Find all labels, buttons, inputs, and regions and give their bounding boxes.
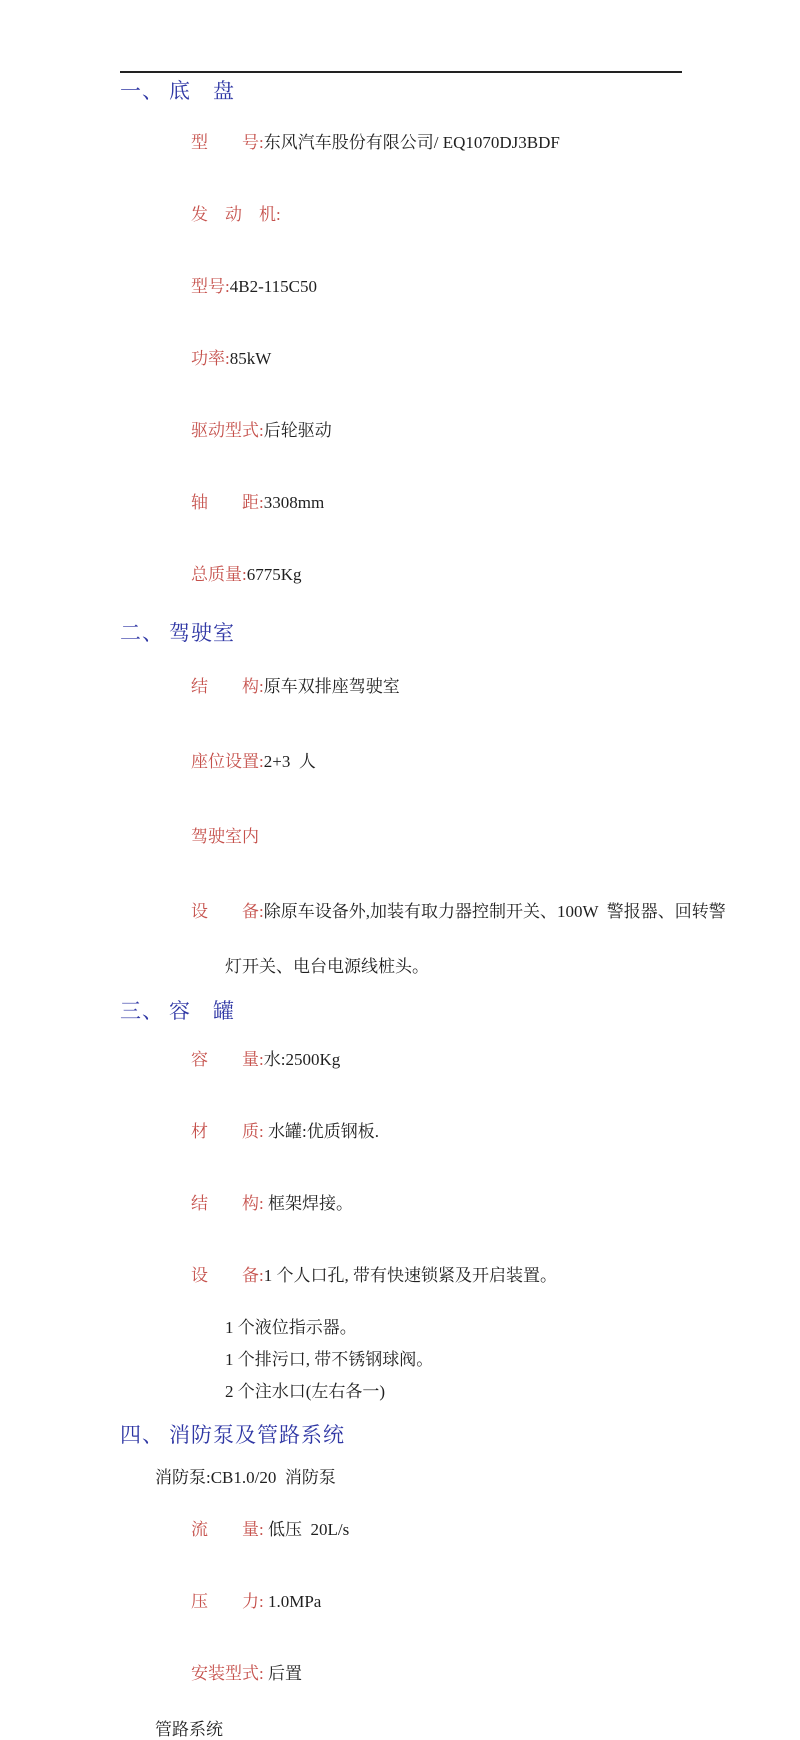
document-content <box>0 76 800 1740</box>
spec-row <box>157 1572 800 1632</box>
spec-row-sub-item: 2 个注水口(左右各一) <box>225 1382 386 1401</box>
spec-row <box>157 473 800 533</box>
spec-row <box>157 329 800 389</box>
spec-label: 型 号: <box>191 133 264 152</box>
spec-label: 轴 距: <box>191 493 264 512</box>
spec-row <box>157 1500 800 1560</box>
section-chassis <box>0 78 800 605</box>
spec-value: 4B2-115C50 <box>229 277 317 296</box>
spec-row-continuation: 灯开关、电台电源线桩头。 <box>225 957 429 976</box>
section-cab <box>0 620 800 977</box>
section-heading <box>120 78 800 104</box>
section-heading <box>120 1422 800 1448</box>
spec-row <box>157 657 800 717</box>
spec-row <box>157 113 800 173</box>
spec-value: 后轮驱动 <box>263 421 332 440</box>
spec-value: 除原车设备外,加装有取力器控制开关、100W 警报器、回转警 <box>263 902 726 921</box>
section-title: 底 盘 <box>169 79 235 103</box>
section-title: 消防泵及管路系统 <box>169 1423 345 1447</box>
spec-row <box>157 185 800 245</box>
spec-value: 85kW <box>229 349 272 368</box>
section-pump-and-piping <box>0 1422 800 1740</box>
spec-label: 压 力: <box>191 1592 264 1611</box>
section-heading <box>120 620 800 646</box>
section-number: 四、 <box>120 1423 164 1447</box>
spec-row <box>157 1644 800 1704</box>
spec-value: 水罐:优质钢板. <box>263 1122 379 1141</box>
section-number: 三、 <box>120 999 164 1023</box>
spec-label: 设 备: <box>191 1266 264 1285</box>
spec-row <box>157 1174 800 1234</box>
spec-row <box>157 807 800 867</box>
spec-label: 总质量: <box>191 565 247 584</box>
section-title: 容 罐 <box>169 999 235 1023</box>
spec-row-sub-item: 1 个液位指示器。 <box>225 1318 357 1337</box>
spec-value: 1 个人口孔, 带有快速锁紧及开启装置。 <box>263 1266 557 1285</box>
spec-label: 安装型式: <box>191 1664 264 1683</box>
spec-label: 驱动型式: <box>191 421 264 440</box>
spec-row <box>157 1246 800 1306</box>
section-title: 驾驶室 <box>169 621 235 645</box>
spec-row <box>157 545 800 605</box>
spec-label: 容 量: <box>191 1050 264 1069</box>
spec-row <box>157 401 800 461</box>
spec-value: 6775Kg <box>246 565 302 584</box>
spec-label: 发 动 机: <box>191 205 281 224</box>
spec-label: 流 量: <box>191 1520 264 1539</box>
spec-value: 1.0MPa <box>263 1592 322 1611</box>
section-number: 一、 <box>120 79 164 103</box>
spec-row-plain: 消防泵:CB1.0/20 消防泵 <box>155 1468 336 1487</box>
spec-row <box>157 732 800 792</box>
spec-value: 水:2500Kg <box>263 1050 341 1069</box>
spec-label: 座位设置: <box>191 752 264 771</box>
spec-row <box>157 257 800 317</box>
spec-row <box>157 1030 800 1090</box>
section-number: 二、 <box>120 621 164 645</box>
spec-value: 框架焊接。 <box>263 1194 353 1213</box>
spec-label: 结 构: <box>191 677 264 696</box>
spec-value: 3308mm <box>263 493 325 512</box>
section-tank <box>0 998 800 1402</box>
spec-row <box>157 882 800 942</box>
spec-row-plain: 管路系统 <box>155 1720 223 1739</box>
spec-value: 低压 20L/s <box>263 1520 350 1539</box>
spec-label: 设 备: <box>191 902 264 921</box>
spec-label: 材 质: <box>191 1122 264 1141</box>
spec-value: 原车双排座驾驶室 <box>263 677 400 696</box>
spec-label: 结 构: <box>191 1194 264 1213</box>
spec-label: 功率: <box>191 349 230 368</box>
spec-label: 驾驶室内 <box>191 827 259 846</box>
spec-value: 后置 <box>263 1664 302 1683</box>
spec-value: 2+3 人 <box>263 752 316 771</box>
top-rule-divider <box>120 71 682 73</box>
spec-value: 东风汽车股份有限公司/ EQ1070DJ3BDF <box>263 133 560 152</box>
spec-row-sub-item: 1 个排污口, 带不锈钢球阀。 <box>225 1350 434 1369</box>
section-heading <box>120 998 800 1024</box>
spec-label: 型号: <box>191 277 230 296</box>
spec-row <box>157 1102 800 1162</box>
